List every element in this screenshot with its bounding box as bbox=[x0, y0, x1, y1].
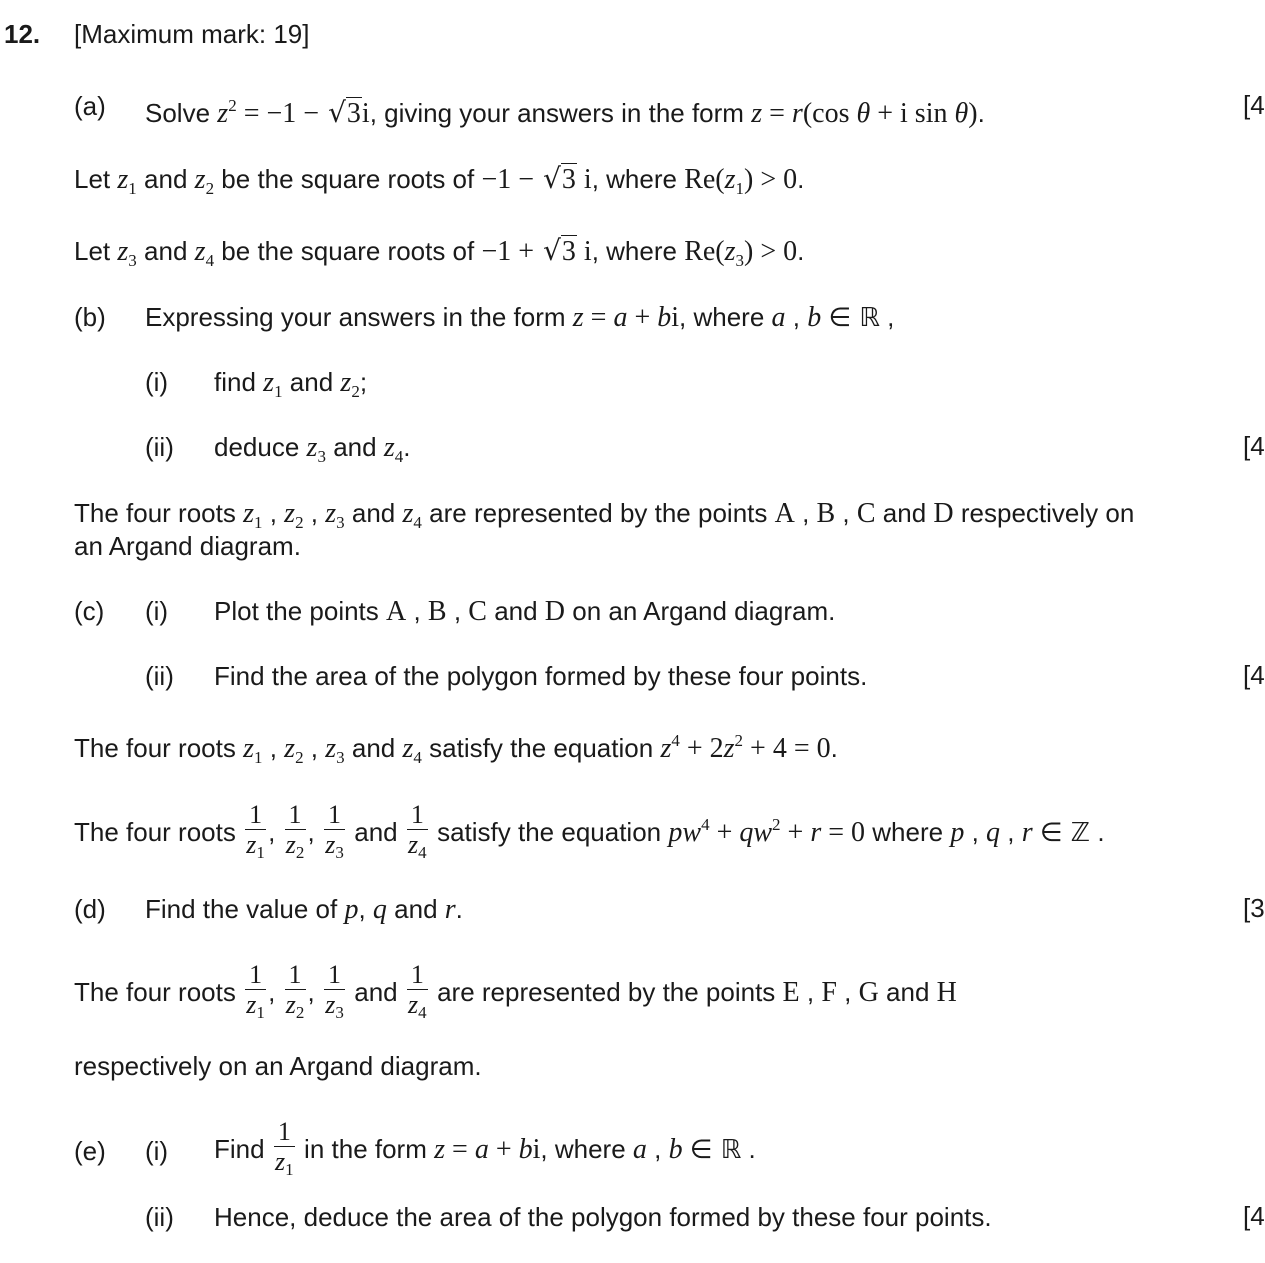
part-a-label: (a) bbox=[74, 91, 106, 121]
let-z3-z4-text: Let $z_3$ and $z_4$ be the square roots of −1 + √3 i, where $Re(z_3) > 0$. bbox=[74, 234, 805, 270]
part-c-marks: [4 bbox=[1243, 660, 1265, 690]
part-d-label: (d) bbox=[74, 894, 106, 924]
respectively-argand-line: respectively on an Argand diagram. bbox=[74, 1051, 482, 1081]
maximum-mark: [Maximum mark: 19] bbox=[74, 19, 310, 49]
roots-satisfy-equation-text: The four roots $z_1$ , $z_2$ , $z_3$ and $z_4$ satisfy the equation $z^4 + 2z^2 + 4 = 0$. bbox=[74, 731, 838, 767]
part-a-marks: [4 bbox=[1243, 90, 1265, 120]
part-b-question: Expressing your answers in the form z = a + bi, where a , b ∈ ℝ , bbox=[145, 302, 895, 333]
part-b-i-question: find $z_1$ and $z_2$; bbox=[214, 367, 368, 401]
part-b-i-label: (i) bbox=[145, 367, 169, 397]
part-e-label: (e) bbox=[74, 1136, 106, 1166]
part-c-i-label: (i) bbox=[145, 596, 169, 626]
part-c-ii-label: (ii) bbox=[145, 661, 174, 691]
let-z1-z2-text: Let $z_1$ and $z_2$ be the square roots of −1 − √3 i, where $Re(z_1) > 0$. bbox=[74, 162, 805, 198]
argand-diagram-line: an Argand diagram. bbox=[74, 531, 301, 561]
part-c-i-question: Plot the points A , B , C and D on an Argand diagram. bbox=[214, 596, 836, 627]
part-a-question: Solve $z^2 = -1 - √3i$, giving your answers in the form z = r(cos θ + i sin θ). bbox=[145, 96, 985, 129]
part-d-marks: [3 bbox=[1243, 893, 1265, 923]
question-number: 12. bbox=[4, 19, 41, 49]
part-e-ii-label: (ii) bbox=[145, 1202, 174, 1232]
part-e-i-label: (i) bbox=[145, 1136, 169, 1166]
part-b-ii-question: deduce $z_3$ and $z_4$. bbox=[214, 432, 411, 466]
part-e-i-question: Find $\frac{1}{z_1}$ in the form z = a + bi, where a , b ∈ ℝ . bbox=[214, 1116, 756, 1179]
part-c-ii-question: Find the area of the polygon formed by these four points. bbox=[214, 661, 868, 691]
part-b-ii-label: (ii) bbox=[145, 432, 174, 462]
part-e-marks: [4 bbox=[1243, 1201, 1265, 1231]
part-b-label: (b) bbox=[74, 302, 106, 332]
part-b-marks: [4 bbox=[1243, 431, 1265, 461]
four-roots-abcd-text: The four roots $z_1$ , $z_2$ , $z_3$ and $z_4$ are represented by the points A , B , C and D respectively on bbox=[74, 498, 1135, 532]
four-roots-efgh-text: The four roots $\frac{1}{z_1}$ , $\frac{1}{z_2}$ , $\frac{1}{z_3}$ and $\frac{1}{z_4}$ are represented by the points E , F , G and H bbox=[74, 959, 957, 1022]
part-c-label: (c) bbox=[74, 596, 105, 626]
part-e-ii-question: Hence, deduce the area of the polygon formed by these four points. bbox=[214, 1202, 992, 1232]
reciprocal-roots-equation-text: The four roots $\frac{1}{z_1}$ , $\frac{1}{z_2}$ , $\frac{1}{z_3}$ and $\frac{1}{z_4}$ satisfy the equation $pw^4 + qw^2 + r = 0$ where p , q , r ∈ ℤ . bbox=[74, 799, 1105, 862]
part-d-question: Find the value of p, q and r. bbox=[145, 894, 463, 925]
